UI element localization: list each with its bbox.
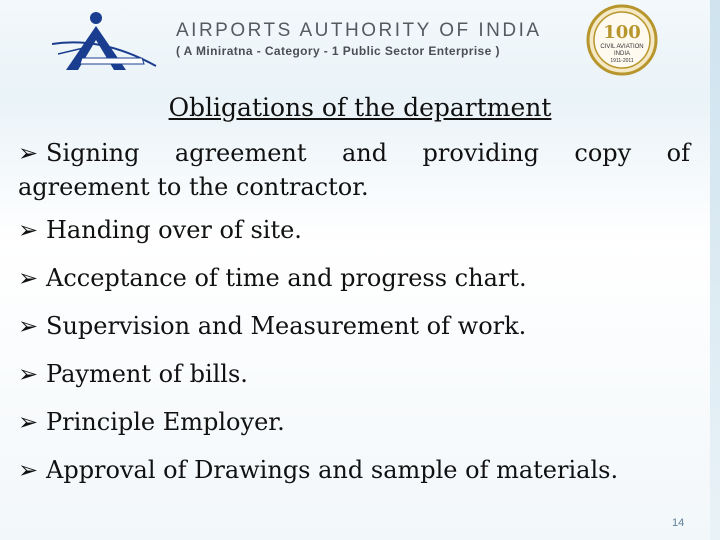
obligations-list [18,136,690,488]
list-item-text: Signing agreement and providing copy of agreement to the contractor. [18,139,690,201]
list-item [18,308,690,344]
arrow-bullet-icon: ➢ [18,456,39,484]
slide-title: Obligations of the department [168,93,552,122]
seal-line2: INDIA [613,51,631,57]
list-item [18,260,690,296]
aai-logo-icon [52,6,160,74]
list-item-text: Handing over of site. [46,216,302,244]
slide-header [0,0,720,82]
arrow-bullet-icon: ➢ [18,264,39,292]
seal-years: 1911-2011 [610,58,634,64]
organization-name: AIRPORTS AUTHORITY OF INDIA [176,20,542,41]
list-item [18,356,690,392]
list-item [18,404,690,440]
list-item-text: Acceptance of time and progress chart. [46,264,527,292]
list-item [18,452,690,488]
seal-line1: CIVIL AVIATION [600,44,644,50]
page-number: 14 [672,517,685,529]
list-item-text: Principle Employer. [46,408,285,436]
organization-subtitle: ( A Miniratna - Category - 1 Public Sector Enterprise ) [176,44,500,58]
arrow-bullet-icon: ➢ [18,408,39,436]
list-item-text: Payment of bills. [46,360,248,388]
list-item-text: Supervision and Measurement of work. [46,312,527,340]
list-item [18,136,690,204]
list-item [18,212,690,248]
arrow-bullet-icon: ➢ [18,312,39,340]
list-item-text: Approval of Drawings and sample of materials. [46,456,619,484]
centenary-seal-icon [586,4,658,76]
arrow-bullet-icon: ➢ [18,139,39,167]
slide-content [18,92,690,500]
seal-number: 100 [603,22,641,43]
arrow-bullet-icon: ➢ [18,360,39,388]
arrow-bullet-icon: ➢ [18,216,39,244]
